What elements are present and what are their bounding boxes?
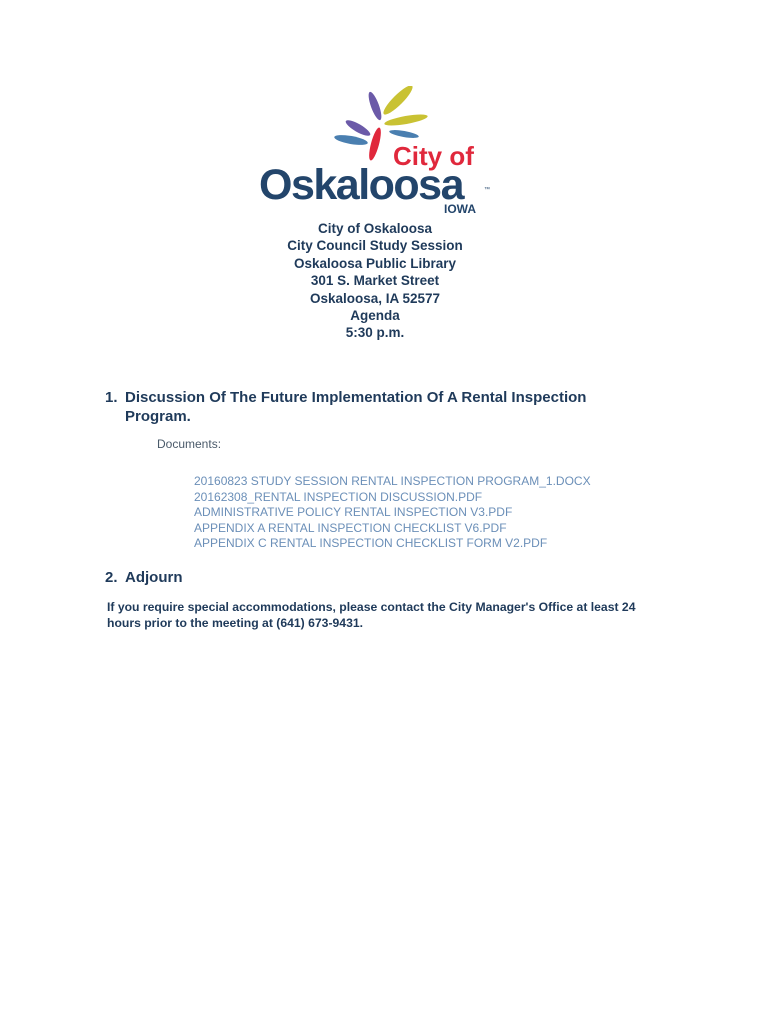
agenda-item-1 — [105, 388, 625, 426]
logo-city-of: City of — [393, 141, 474, 171]
header-location: Oskaloosa Public Library — [293, 255, 457, 271]
agenda-item-title: Discussion Of The Future Implementation Of A Rental Inspection Program. — [125, 389, 587, 425]
logo-oskaloosa: Oskaloosa — [259, 161, 463, 209]
document-list — [194, 474, 591, 552]
petal-blue-left — [334, 133, 369, 147]
petal-yellow-right — [384, 112, 429, 128]
document-link[interactable]: APPENDIX A RENTAL INSPECTION CHECKLIST V6.PDF — [194, 520, 507, 535]
document-link[interactable]: 20160823 STUDY SESSION RENTAL INSPECTION PROGRAM_1.DOCX — [194, 474, 591, 488]
header-time: 5:30 p.m. — [345, 325, 405, 341]
header-organization: City of Oskaloosa — [317, 221, 433, 236]
logo-trademark: ™ — [484, 187, 490, 193]
header-agenda: Agenda — [350, 308, 400, 324]
header-street: 301 S. Market Street — [310, 273, 440, 289]
meeting-header — [0, 220, 750, 342]
document-link[interactable]: ADMINISTRATIVE POLICY RENTAL INSPECTION V3.PDF — [194, 505, 513, 520]
header-city-state: Oskaloosa, IA 52577 — [309, 290, 441, 306]
logo-iowa: IOWA — [444, 202, 476, 216]
document-link[interactable]: 20162308_RENTAL INSPECTION DISCUSSION.PDF — [194, 489, 483, 504]
petal-purple-small — [366, 91, 384, 122]
document-link[interactable]: APPENDIX C RENTAL INSPECTION CHECKLIST FORM V2.PDF — [194, 536, 548, 551]
documents-label: Documents: — [157, 437, 222, 451]
agenda-item-title: Adjourn — [125, 569, 183, 586]
accommodations-notice: If you require special accommodations, please contact the City Manager's Office at least 24 hours prior to the meeting at (641) 673-9431. — [107, 600, 636, 630]
petal-yellow-top — [380, 86, 415, 118]
city-logo-graphic — [258, 86, 494, 216]
city-logo — [258, 86, 494, 216]
agenda-item-number: 2. — [105, 569, 118, 586]
petal-blue-right — [389, 128, 420, 139]
agenda-item-2 — [105, 568, 183, 587]
agenda-item-number: 1. — [105, 389, 118, 406]
petal-red — [367, 127, 384, 162]
header-meeting-type: City Council Study Session — [287, 238, 463, 254]
petal-purple-left — [344, 118, 372, 139]
